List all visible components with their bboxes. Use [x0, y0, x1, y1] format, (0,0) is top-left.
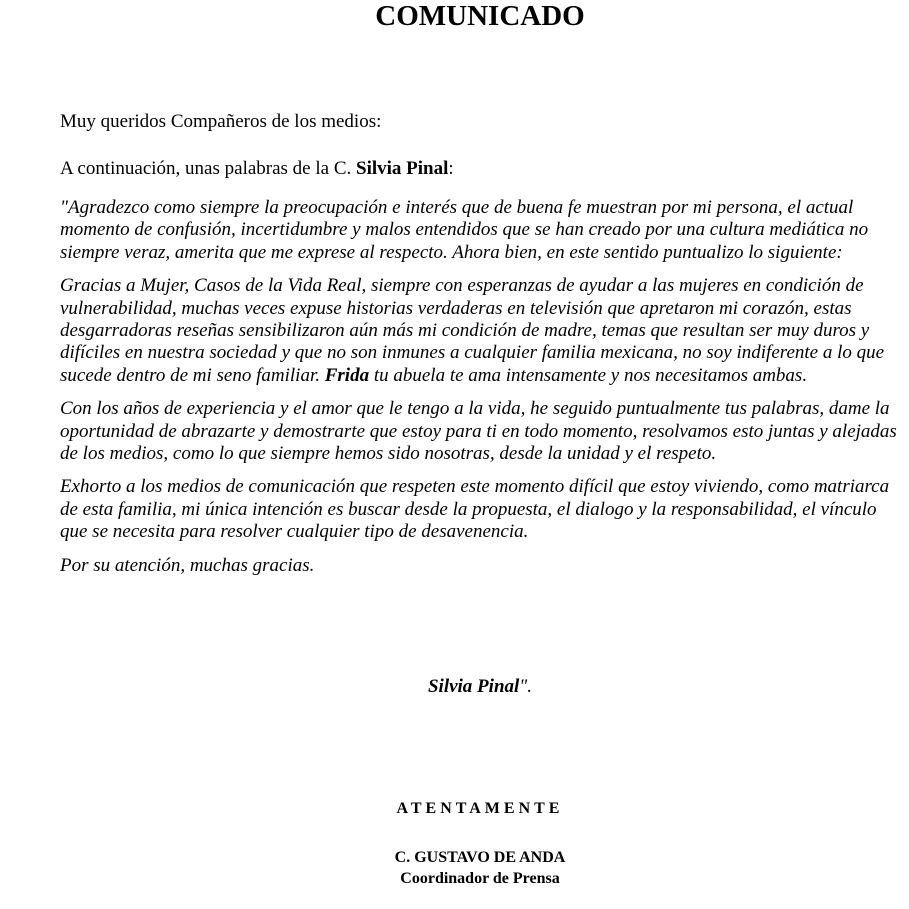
signature-name: Silvia Pinal [427, 676, 520, 697]
paragraph-4: Exhorto a los medios de comunicación que respeten este momento difícil que estoy viviendo, como matriarca de esta familia, mi única intención es buscar desde la propuesta, el dialogo y la responsabilidad, el vínculo que se necesita para resolver cualquier tipo de desavenencia. [60, 476, 890, 543]
paragraph-2-name: Frida [324, 364, 370, 386]
intro-line [60, 158, 905, 180]
signature-suffix: ". [519, 676, 533, 697]
closing-atentamente: ATENTAMENTE [396, 800, 564, 817]
intro-name: Silvia Pinal [356, 158, 449, 179]
intro-prefix: A continuación, unas palabras de la C. [60, 158, 357, 179]
coordinator-role: Coordinador de Prensa [400, 870, 560, 887]
intro-suffix: : [448, 158, 454, 179]
paragraph-5: Por su atención, muchas gracias. [60, 554, 315, 576]
paragraph-2-part1: Gracias a Mujer, Casos de la Vida Real, siempre con esperanzas de ayudar a las mujeres en condición de vulnerabilidad, muchas veces expuse historias verdaderas en televisión que apretaron mi corazón, estas desgarradoras reseñas sensibilizaron aún más mi condición de madre, temas que resultan ser muy duros y difíciles en nuestra sociedad y que no son inmunes a cualquier familia mexicana, no soy indiferente a lo que sucede dentro de mi seno familiar. [60, 275, 885, 386]
page-title: COMUNICADO [375, 0, 585, 32]
coordinator-name: C. GUSTAVO DE ANDA [394, 849, 566, 866]
paragraph-1: "Agradezco como siempre la preocupación e interés que de buena fe muestran por mi persona, el actual momento de confusión, incertidumbre y malos entendidos que se han creado por una cultura mediática no siempre veraz, amerita que me exprese al respecto. Ahora bien, en este sentido puntualizo lo siguiente: [60, 197, 869, 263]
paragraph-3: Con los años de experiencia y el amor que le tengo a la vida, he seguido puntualmente tus palabras, dame la oportunidad de abrazarte y demostrarte que estoy para ti en todo momento, resolvamos esto juntas y alejadas de los medios, como lo que siempre hemos sido nosotras, desde la unidad y el respeto. [60, 398, 897, 465]
paragraph-2 [60, 275, 905, 387]
quoted-statement [60, 197, 905, 588]
paragraph-2-part2: tu abuela te ama intensamente y nos necesitamos ambas. [369, 364, 808, 386]
statement-signature [0, 676, 909, 698]
salutation: Muy queridos Compañeros de los medios: [60, 111, 382, 132]
